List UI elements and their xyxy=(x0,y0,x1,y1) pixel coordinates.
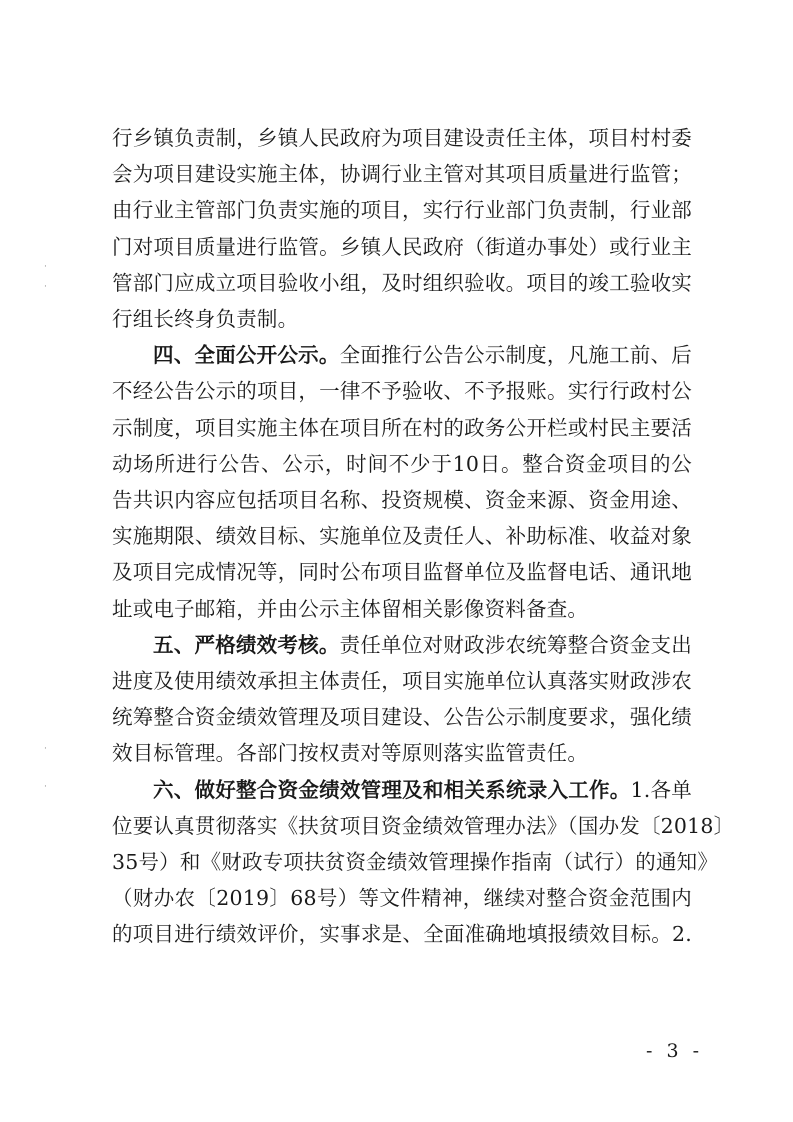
line-text: 进度及使用绩效承担主体责任，项目实施单位认真落实财政涉农 xyxy=(112,669,692,693)
text-line xyxy=(112,373,692,409)
line-text: 址或电子邮箱，并由公示主体留相关影像资料备查。 xyxy=(112,596,589,621)
text-line xyxy=(112,337,692,373)
text-line xyxy=(112,446,692,482)
line-text: 责任单位对财政涉农统筹整合资金支出 xyxy=(339,632,692,657)
scan-margin-mark: · xyxy=(44,282,47,292)
text-line xyxy=(112,699,692,735)
page-number: - 3 - xyxy=(645,1040,703,1062)
line-text: 告共识内容应包括项目名称、投资规模、资金来源、资金用途、 xyxy=(112,488,692,512)
text-line xyxy=(112,518,692,554)
text-line xyxy=(112,916,692,952)
line-text: 的项目进行绩效评价，实事求是、全面准确地填报绩效目标。2. xyxy=(112,922,692,947)
text-line xyxy=(112,410,692,446)
line-text: 统筹整合资金绩效管理及项目建设、公告公示制度要求，强化绩 xyxy=(112,705,692,730)
line-text: 位要认真贯彻落实《扶贫项目资金绩效管理办法》（国办发〔2018〕 xyxy=(112,813,735,838)
scan-margin-mark: · xyxy=(44,782,47,792)
line-text: （财办农〔2019〕68号）等文件精神，继续对整合资金范围内 xyxy=(112,886,692,911)
line-text: 行乡镇负责制，乡镇人民政府为项目建设责任主体，项目村村委 xyxy=(112,126,692,150)
line-text: 由行业主管部门负责实施的项目，实行行业部门负责制，行业部 xyxy=(112,198,692,223)
section-heading: 四、全面公开公示。 xyxy=(153,343,340,368)
line-text: 动场所进行公告、公示，时间不少于10日。整合资金项目的公 xyxy=(112,451,692,476)
text-line xyxy=(112,844,719,880)
line-text: 1.各单 xyxy=(630,777,692,802)
text-line xyxy=(112,301,692,337)
text-line xyxy=(112,772,692,808)
text-line xyxy=(112,880,692,916)
line-text: 管部门应成立项目验收小组，及时组织验收。项目的竣工验收实 xyxy=(112,270,692,295)
text-line xyxy=(112,192,692,228)
text-line xyxy=(112,229,692,265)
line-text: 35号）和《财政专项扶贫资金绩效管理操作指南（试行）的通知》 xyxy=(112,850,719,874)
text-line xyxy=(112,591,692,627)
text-line xyxy=(112,735,692,771)
section-heading: 六、做好整合资金绩效管理及和相关系统录入工作。 xyxy=(153,777,631,802)
line-text: 门对项目质量进行监管。乡镇人民政府（街道办事处）或行业主 xyxy=(112,234,692,259)
scan-margin-mark: · xyxy=(44,744,47,754)
text-line xyxy=(112,482,692,518)
line-text: 示制度，项目实施主体在项目所在村的政务公开栏或村民主要活 xyxy=(112,415,692,440)
scan-margin-mark: · xyxy=(44,262,47,272)
line-text: 不经公告公示的项目，一律不予验收、不予报账。实行行政村公 xyxy=(112,379,692,404)
section-heading: 五、严格绩效考核。 xyxy=(153,632,340,657)
text-line xyxy=(112,627,692,663)
line-text: 实施期限、绩效目标、实施单位及责任人、补助标准、收益对象 xyxy=(112,524,692,549)
line-text: 及项目完成情况等，同时公布项目监督单位及监督电话、通讯地 xyxy=(112,560,692,585)
text-line xyxy=(112,265,692,301)
line-text: 行组长终身负责制。 xyxy=(112,307,299,331)
line-text: 会为项目建设实施主体，协调行业主管对其项目质量进行监管； xyxy=(112,162,692,187)
text-line xyxy=(112,663,692,699)
text-line xyxy=(112,120,692,156)
line-text: 效目标管理。各部门按权责对等原则落实监管责任。 xyxy=(112,741,589,766)
text-line xyxy=(112,554,692,590)
text-line xyxy=(112,156,692,192)
line-text: 全面推行公告公示制度，凡施工前、后 xyxy=(339,343,692,368)
text-line xyxy=(112,808,735,844)
